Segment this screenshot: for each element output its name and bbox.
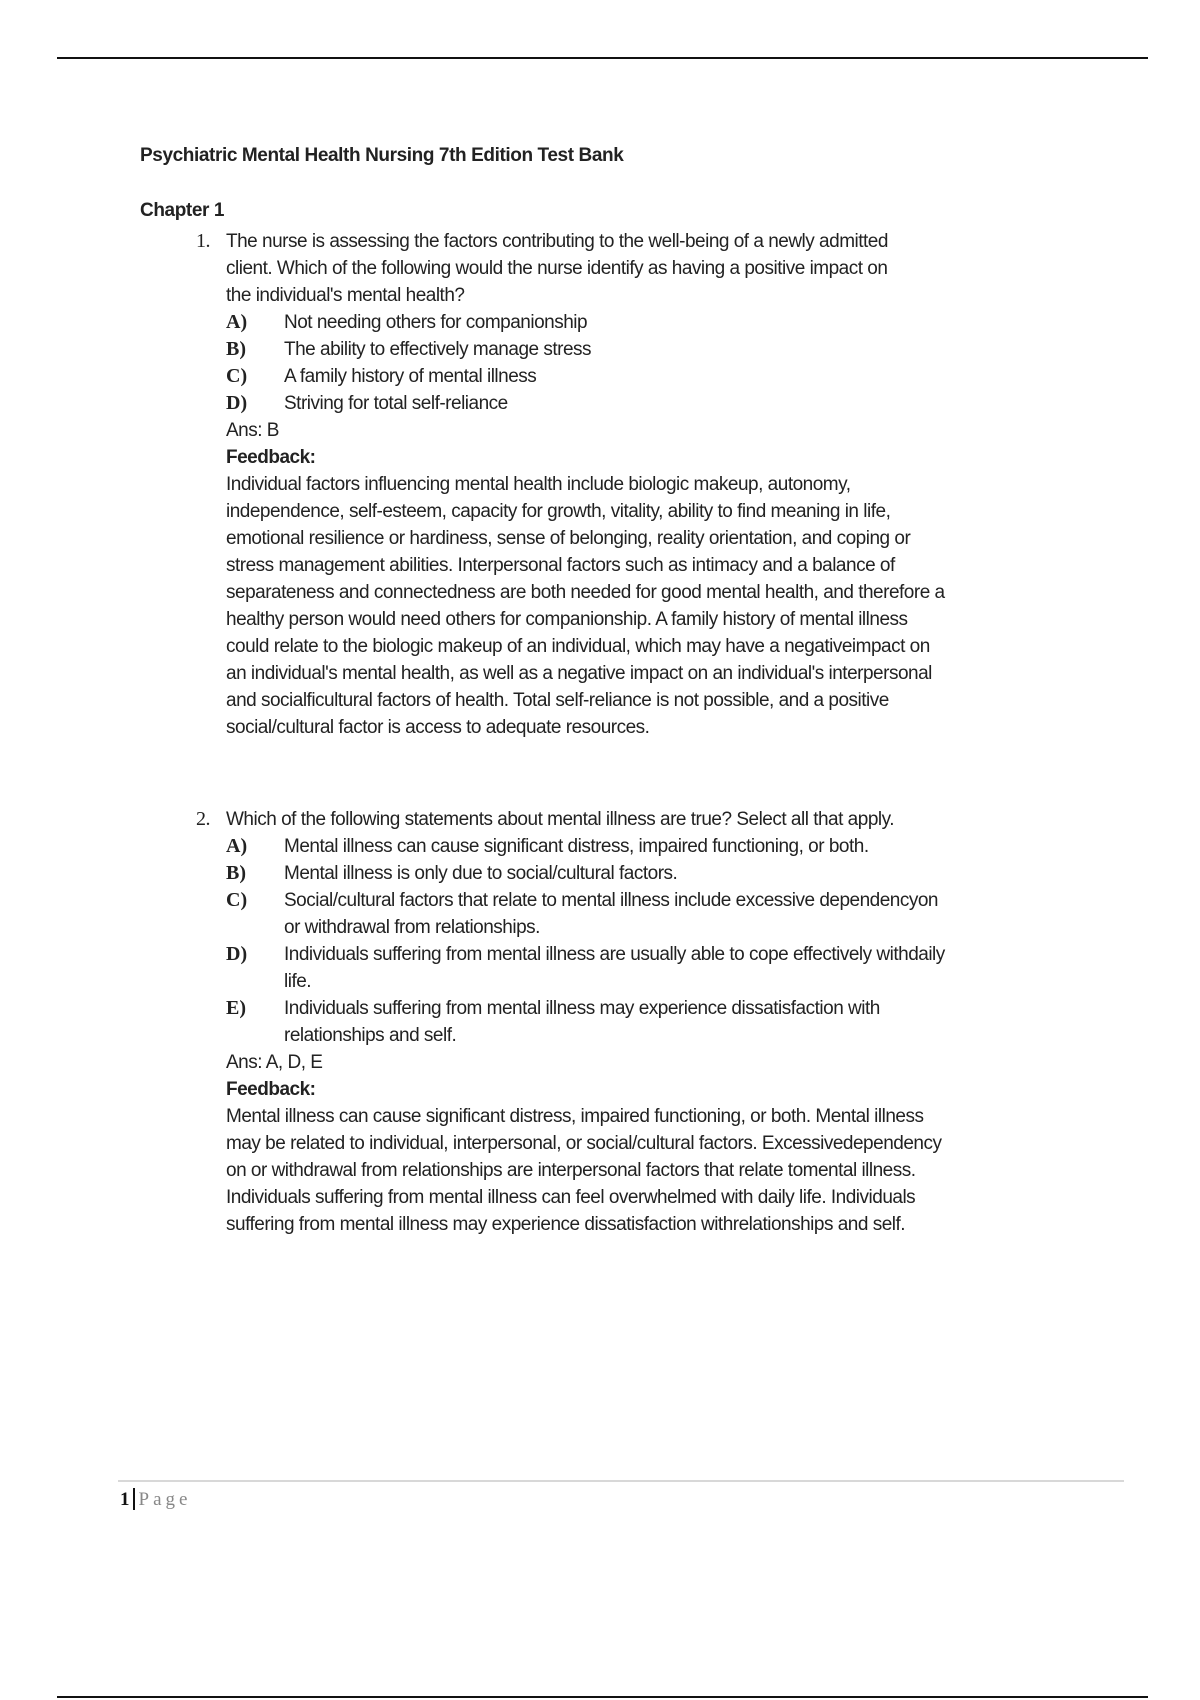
feedback-line: emotional resilience or hardiness, sense of belonging, reality orientation, and coping or (226, 528, 911, 549)
option-label: D) (226, 392, 248, 414)
feedback-line: Individual factors influencing mental health include biologic makeup, autonomy, (226, 474, 851, 495)
option-text: life. (284, 971, 312, 992)
answer-option (226, 363, 1096, 390)
option-text: Striving for total self-reliance (284, 393, 508, 414)
document-title: Psychiatric Mental Health Nursing 7th Edition Test Bank (140, 145, 624, 166)
question-stem-line: the individual's mental health? (226, 285, 465, 306)
answer-option (226, 860, 1096, 887)
answer-option (226, 887, 1096, 941)
option-label: C) (226, 365, 248, 387)
answer-key: Ans: A, D, E (226, 1052, 323, 1073)
page-footer (120, 1488, 191, 1511)
page-number: 1 (120, 1489, 130, 1510)
answer-option (226, 995, 1096, 1049)
question-stem-line: The nurse is assessing the factors contributing to the well-being of a newly admitted (226, 231, 888, 252)
feedback-line: could relate to the biologic makeup of an individual, which may have a negativeimpact on (226, 636, 930, 657)
option-label: A) (226, 835, 248, 857)
answer-option (226, 309, 1096, 336)
question-body (226, 228, 1096, 741)
feedback-line: separateness and connectedness are both needed for good mental health, and therefore a (226, 582, 945, 603)
option-label: C) (226, 889, 248, 911)
feedback-heading: Feedback: (226, 1079, 316, 1100)
question-stem-line: client. Which of the following would the nurse identify as having a positive impact on (226, 258, 888, 279)
option-label: B) (226, 338, 246, 360)
option-text: or withdrawal from relationships. (284, 917, 540, 938)
feedback-line: healthy person would need others for companionship. A family history of mental illness (226, 609, 908, 630)
question-number: 2. (196, 808, 210, 830)
answer-option (226, 833, 1096, 860)
feedback-line: stress management abilities. Interpersonal factors such as intimacy and a balance of (226, 555, 895, 576)
page-label: Page (138, 1489, 192, 1510)
option-text: Mental illness is only due to social/cultural factors. (284, 863, 678, 884)
option-label: E) (226, 997, 246, 1019)
answer-option (226, 941, 1096, 995)
feedback-line: independence, self-esteem, capacity for growth, vitality, ability to find meaning in life, (226, 501, 891, 522)
option-text: The ability to effectively manage stress (284, 339, 592, 360)
question-number: 1. (196, 230, 210, 252)
option-text: A family history of mental illness (284, 366, 537, 387)
footer-separator (133, 1488, 135, 1510)
chapter-heading: Chapter 1 (140, 200, 225, 221)
question-1 (196, 228, 1096, 741)
feedback-line: an individual's mental health, as well as a negative impact on an individual's interpersonal (226, 663, 932, 684)
question-2 (196, 806, 1096, 1238)
feedback-line: suffering from mental illness may experience dissatisfaction withrelationships and self. (226, 1214, 906, 1235)
option-text: Not needing others for companionship (284, 312, 588, 333)
feedback-line: Mental illness can cause significant distress, impaired functioning, or both. Mental illness (226, 1106, 924, 1127)
option-label: D) (226, 943, 248, 965)
option-text: Social/cultural factors that relate to mental illness include excessive dependencyon (284, 890, 938, 911)
option-label: B) (226, 862, 246, 884)
feedback-line: and socialficultural factors of health. Total self-reliance is not possible, and a positive (226, 690, 889, 711)
footer-divider (118, 1480, 1124, 1482)
option-text: Mental illness can cause significant distress, impaired functioning, or both. (284, 836, 869, 857)
option-text: relationships and self. (284, 1025, 457, 1046)
option-label: A) (226, 311, 248, 333)
answer-option (226, 390, 1096, 417)
feedback-line: social/cultural factor is access to adequate resources. (226, 717, 650, 738)
feedback-line: on or withdrawal from relationships are interpersonal factors that relate tomental illness. (226, 1160, 916, 1181)
bottom-border-line (57, 1696, 1148, 1698)
question-body (226, 806, 1096, 1238)
feedback-heading: Feedback: (226, 447, 316, 468)
feedback-line: Individuals suffering from mental illness can feel overwhelmed with daily life. Individuals (226, 1187, 916, 1208)
option-text: Individuals suffering from mental illness may experience dissatisfaction with (284, 998, 880, 1019)
answer-key: Ans: B (226, 420, 279, 441)
option-text: Individuals suffering from mental illness are usually able to cope effectively withdaily (284, 944, 945, 965)
answer-option (226, 336, 1096, 363)
question-stem-line: Which of the following statements about mental illness are true? Select all that apply. (226, 809, 894, 830)
feedback-line: may be related to individual, interpersonal, or social/cultural factors. Excessivedependency (226, 1133, 942, 1154)
top-border-line (57, 57, 1148, 59)
